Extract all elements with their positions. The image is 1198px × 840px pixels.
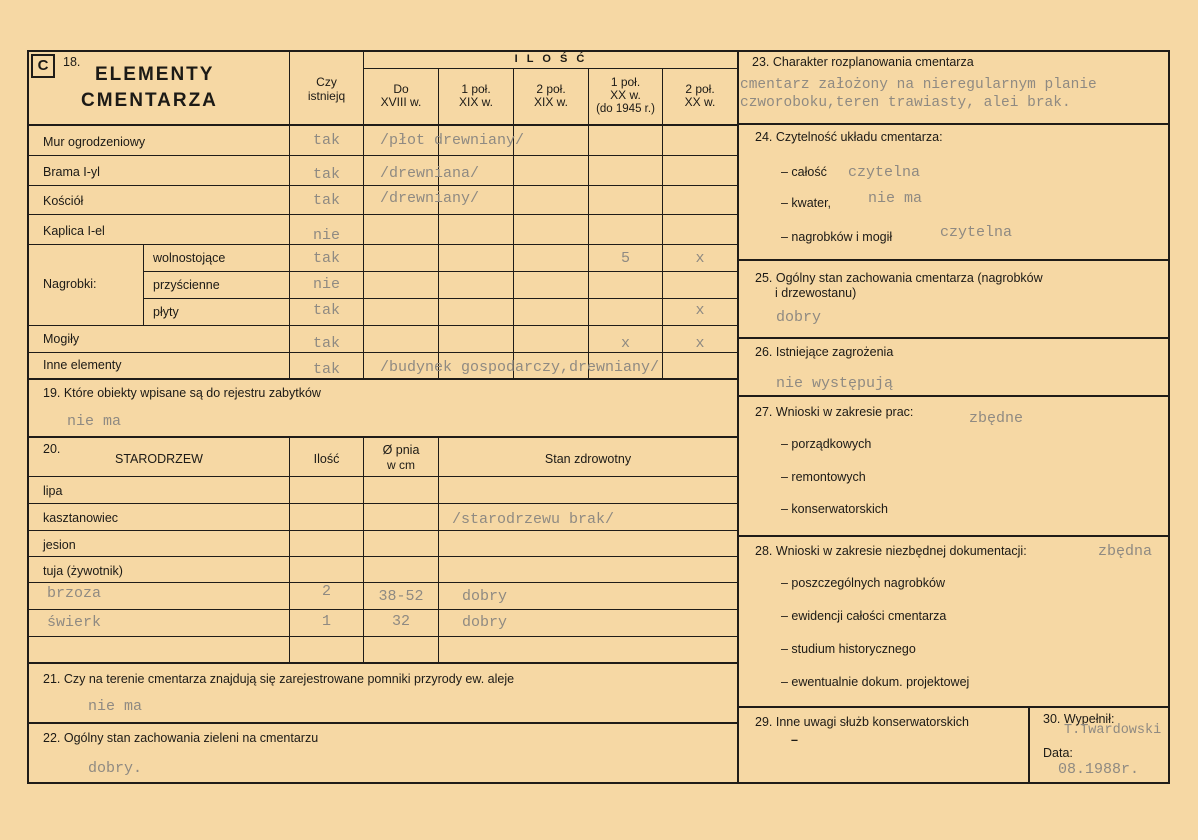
period-4-l2: XX w.: [610, 88, 641, 102]
filled-by-value: T.Twardowski: [1064, 723, 1162, 738]
section-30-label: 30. Wypełnił:: [1043, 712, 1115, 726]
section-29-value: –: [791, 733, 798, 747]
section-18-number: 18.: [63, 55, 81, 69]
section-21-label: 21. Czy na terenie cmentarza znajdują się zarejestrowane pomniki przyrody ew. aleje: [43, 672, 515, 686]
section-27-value: zbędne: [969, 410, 1024, 427]
works-item-repair: – remontowych: [781, 470, 866, 484]
period-3-l1: 2 poł.: [536, 82, 566, 96]
tree-name: kasztanowiec: [43, 511, 119, 525]
tree-name: tuja (żywotnik): [43, 564, 123, 578]
tree-diameter: 32: [391, 613, 410, 630]
row-exists: nie: [312, 227, 340, 244]
row-note: /płot drewniany/: [380, 132, 525, 149]
period-4-l3: (do 1945 r.): [596, 103, 655, 115]
section-25-label-line2: i drzewostanu): [775, 286, 857, 300]
docs-item-project: – ewentualnie dokum. projektowej: [781, 675, 970, 689]
section-20-title: STARODRZEW: [115, 452, 203, 466]
works-item-conservation: – konserwatorskich: [781, 502, 888, 516]
item-value: czytelna: [848, 164, 921, 181]
row-label: Mur ogrodzeniowy: [43, 135, 146, 149]
period-1-l2: XVIII w.: [380, 95, 422, 109]
item-value: czytelna: [940, 224, 1013, 241]
section-26-label: 26. Istniejące zagrożenia: [755, 345, 894, 359]
section-18-title-line2: CMENTARZA: [81, 90, 218, 111]
tree-health: /starodrzewu brak/: [452, 511, 615, 528]
tree-qty: 1: [321, 613, 331, 630]
row-label: Kaplica I-el: [43, 224, 105, 238]
period-2-l1: 1 poł.: [461, 82, 491, 96]
section-20-number: 20.: [43, 442, 61, 456]
section-28-label: 28. Wnioski w zakresie niezbędnej dokumentacji:: [755, 544, 1027, 558]
row-note: /drewniana/: [380, 165, 480, 182]
quantity-header: I L O Ś Ć: [514, 53, 588, 65]
section-29-label: 29. Inne uwagi służb konserwatorskich: [755, 715, 970, 729]
section-21-value: nie ma: [88, 698, 143, 715]
col-qty-header: Ilość: [313, 452, 340, 466]
row-exists: tak: [312, 192, 340, 209]
period-5-l1: 2 poł.: [685, 82, 715, 96]
row-exists: tak: [312, 166, 340, 183]
period-2-l2: XIX w.: [458, 95, 493, 109]
form-corner-letter: C: [31, 54, 55, 78]
col-exists-header-2: istniejq: [307, 89, 346, 103]
section-18-title-line1: ELEMENTY: [95, 64, 215, 85]
period-5-l2: XX w.: [684, 95, 716, 109]
row-p4: x: [620, 335, 630, 352]
col-exists-header-1: Czy: [316, 75, 337, 89]
item-value: nie ma: [868, 190, 923, 207]
item-label: – nagrobków i mogił: [781, 230, 893, 244]
row-label: Inne elementy: [43, 358, 122, 372]
tree-qty: 2: [321, 583, 331, 600]
section-23-label: 23. Charakter rozplanowania cmentarza: [752, 55, 974, 69]
row-p5: x: [695, 335, 705, 352]
tree-name: jesion: [43, 538, 76, 552]
docs-item-history: – studium historycznego: [781, 642, 916, 656]
period-4-l1: 1 poł.: [610, 75, 641, 89]
section-19-label: 19. Które obiekty wpisane są do rejestru zabytków: [43, 386, 321, 400]
section-24-label: 24. Czytelność układu cmentarza:: [755, 130, 943, 144]
date-label: Data:: [1043, 746, 1073, 760]
col-health-header: Stan zdrowotny: [544, 452, 632, 466]
row-exists: tak: [312, 335, 340, 352]
section-25-label-line1: 25. Ogólny stan zachowania cmentarza (nagrobków: [755, 271, 1043, 285]
section-25-value: dobry: [776, 309, 822, 326]
col-diameter-header: Ø pnia: [382, 443, 420, 457]
row-label: Kościół: [43, 194, 84, 208]
section-26-value: nie występują: [776, 375, 894, 392]
section-23-line2: czworoboku,teren trawiasty, alei brak.: [740, 95, 1071, 111]
section-23-line1: cmentarz założony na nieregularnym planie: [740, 77, 1097, 93]
tree-name: lipa: [43, 484, 63, 498]
row-label: Mogiły: [43, 332, 80, 346]
period-1-l1: Do: [393, 82, 409, 96]
tree-diameter: 38-52: [378, 588, 424, 605]
tree-name: brzoza: [47, 585, 102, 602]
row-note: /drewniany/: [380, 190, 480, 207]
tree-health: dobry: [462, 588, 508, 605]
row-note: /budynek gospodarczy,drewniany/: [380, 359, 660, 376]
row-exists: tak: [312, 132, 340, 149]
tree-health: dobry: [462, 614, 508, 631]
item-label: – całość: [781, 165, 827, 179]
col-diameter-unit: w cm: [387, 458, 415, 472]
row-p5: x: [695, 250, 705, 267]
row-exists: tak: [312, 250, 340, 267]
row-p4: 5: [620, 250, 630, 267]
item-label: – kwater,: [781, 196, 832, 210]
section-22-value: dobry.: [88, 760, 143, 777]
section-28-value: zbędna: [1098, 543, 1153, 560]
docs-item-graves: – poszczególnych nagrobków: [781, 576, 945, 590]
row-label: wolnostojące: [153, 251, 226, 265]
nagrobki-label: Nagrobki:: [43, 277, 97, 291]
row-p5: x: [695, 302, 705, 319]
section-22-label: 22. Ogólny stan zachowania zieleni na cmentarzu: [43, 731, 319, 745]
row-label: Brama I-yl: [43, 165, 100, 179]
row-label: płyty: [153, 305, 179, 319]
section-27-label: 27. Wnioski w zakresie prac:: [755, 405, 914, 419]
date-value: 08.1988r.: [1058, 761, 1140, 778]
period-3-l2: XIX w.: [533, 95, 568, 109]
tree-name: świerk: [47, 614, 102, 631]
row-exists: nie: [312, 276, 340, 293]
row-exists: tak: [312, 361, 340, 378]
docs-item-inventory: – ewidencji całości cmentarza: [781, 609, 947, 623]
works-item-cleanup: – porządkowych: [781, 437, 872, 451]
section-19-value: nie ma: [67, 413, 122, 430]
row-label: przyścienne: [153, 278, 220, 292]
row-exists: tak: [312, 302, 340, 319]
